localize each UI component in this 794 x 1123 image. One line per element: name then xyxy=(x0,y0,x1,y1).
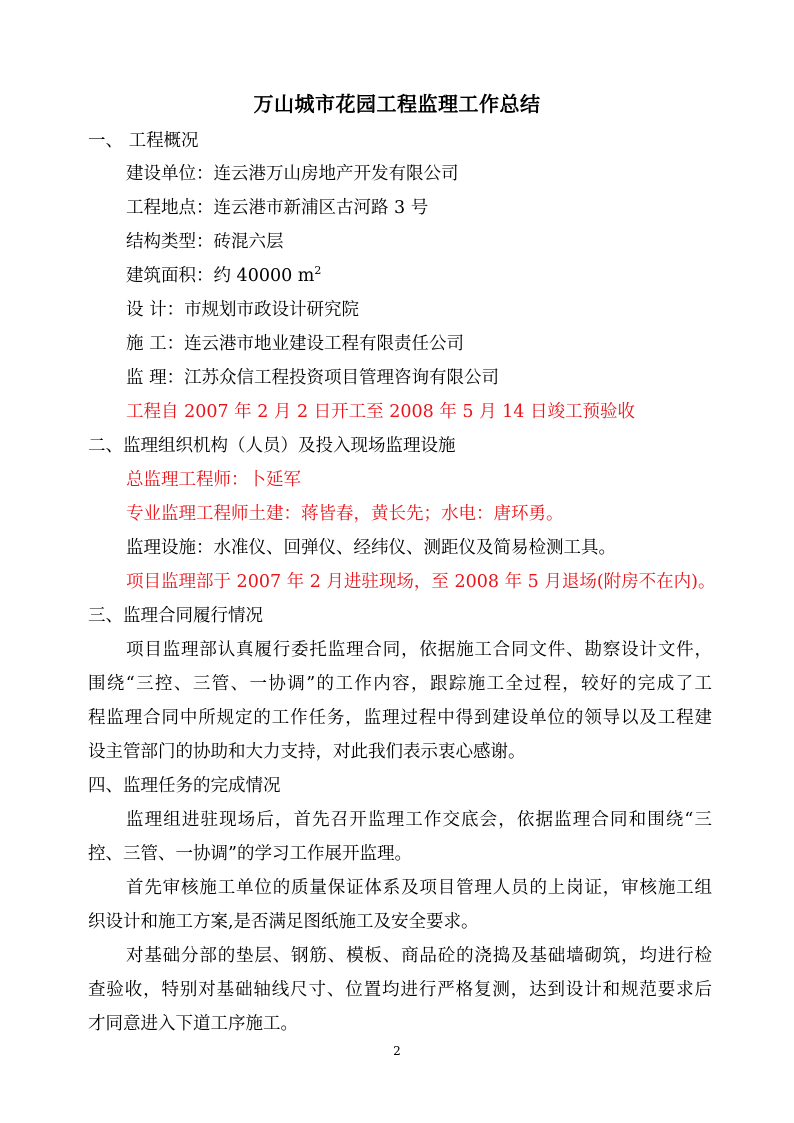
paragraph-line: 程监理合同中所规定的工作任务，监理过程中得到建设单位的领导以及工程建 xyxy=(88,708,712,728)
paragraph-line: 才同意进入下道工序施工。 xyxy=(88,1014,298,1034)
area-unit-superscript: 2 xyxy=(314,264,322,278)
page-title: 万山城市花园工程监理工作总结 xyxy=(253,92,541,116)
text-specialist-engineers: 专业监理工程师土建：蒋皆春，黄长先；水电：唐环勇。 xyxy=(126,504,564,524)
paragraph-line: 对基础分部的垫层、钢筋、模板、商品砼的浇捣及基础墙砌筑，均进行检 xyxy=(126,946,712,966)
building-area-text: 建筑面积：约 40000 m xyxy=(126,266,315,286)
paragraph-line: 首先审核施工单位的质量保证体系及项目管理人员的上岗证，审核施工组 xyxy=(126,878,712,898)
section-heading-overview: 一、 工程概况 xyxy=(88,131,199,151)
paragraph-line: 围绕“三控、三管、一协调”的工作内容，跟踪施工全过程，较好的完成了工 xyxy=(88,674,712,694)
section-heading-organization: 二、监理组织机构（人员）及投入现场监理设施 xyxy=(88,436,456,456)
text-contractor: 施 工：连云港市地业建设工程有限责任公司 xyxy=(126,334,465,354)
page-number: 2 xyxy=(393,1044,401,1058)
text-project-dates: 工程自 2007 年 2 月 2 日开工至 2008 年 5 月 14 日竣工预验收 xyxy=(126,402,635,422)
text-designer: 设 计：市规划市政设计研究院 xyxy=(126,300,360,320)
section-heading-tasks: 四、监理任务的完成情况 xyxy=(88,776,281,796)
paragraph-line: 设主管部门的协助和大力支持，对此我们表示衷心感谢。 xyxy=(88,742,526,762)
paragraph-line: 控、三管、一协调”的学习工作展开监理。 xyxy=(88,844,412,864)
paragraph-line: 查验收，特别对基础轴线尺寸、位置均进行严格复测，达到设计和规范要求后 xyxy=(88,980,712,1000)
section-heading-contract: 三、监理合同履行情况 xyxy=(88,606,263,626)
text-equipment: 监理设施：水准仪、回弹仪、经纬仪、测距仪及简易检测工具。 xyxy=(126,538,616,558)
text-chief-engineer: 总监理工程师：卜延军 xyxy=(126,470,301,490)
paragraph-line: 织设计和施工方案,是否满足图纸施工及安全要求。 xyxy=(88,912,479,932)
text-construction-unit: 建设单位：连云港万山房地产开发有限公司 xyxy=(126,164,459,184)
text-building-area xyxy=(126,264,321,288)
paragraph-line: 监理组进驻现场后，首先召开监理工作交底会，依据监理合同和围绕“三 xyxy=(126,810,712,830)
paragraph-line: 项目监理部认真履行委托监理合同，依据施工合同文件、勘察设计文件， xyxy=(126,640,712,660)
text-supervisor: 监 理：江苏众信工程投资项目管理咨询有限公司 xyxy=(126,368,500,388)
text-project-location: 工程地点：连云港市新浦区古河路 3 号 xyxy=(126,198,429,218)
text-site-period: 项目监理部于 2007 年 2 月进驻现场，至 2008 年 5 月退场(附房不在内)。 xyxy=(126,572,716,592)
text-structure-type: 结构类型：砖混六层 xyxy=(126,232,284,252)
